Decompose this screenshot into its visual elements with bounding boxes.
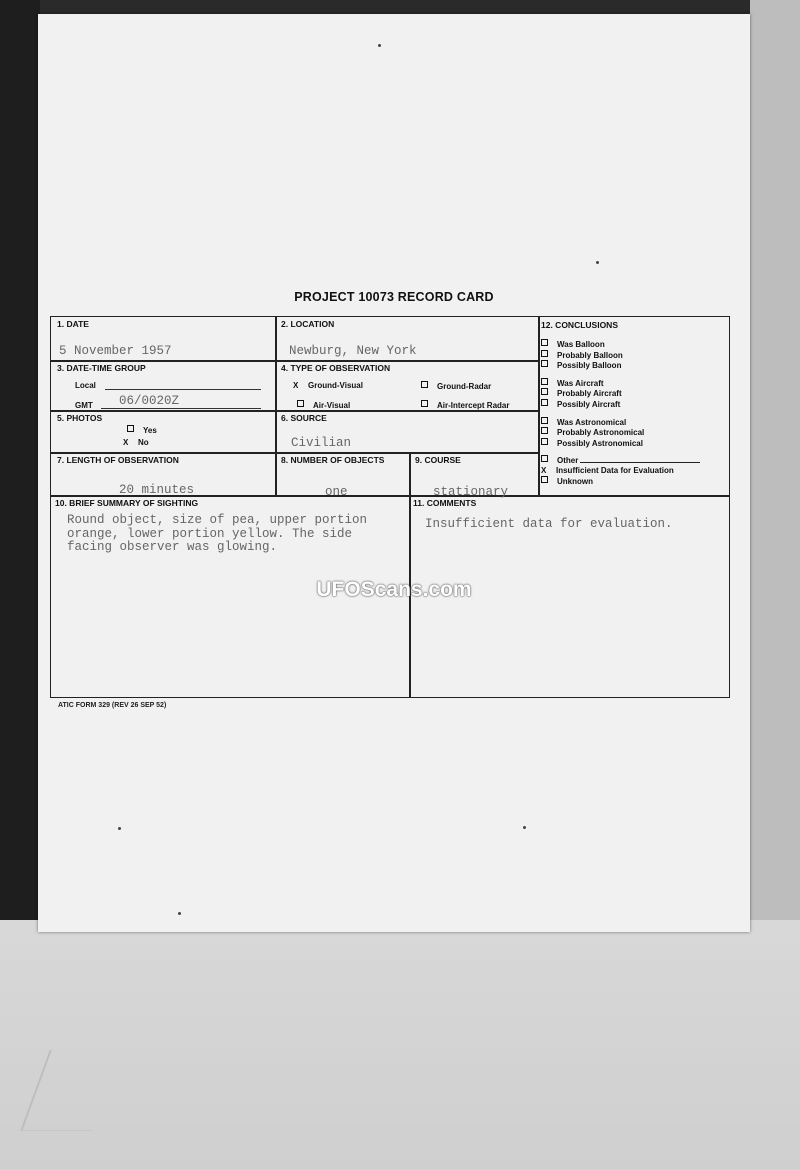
summary-text: Round object, size of pea, upper portion orange, lower portion yellow. The side facing observer was glowing.: [67, 513, 368, 554]
option-photos-no: X No: [123, 438, 149, 447]
record-card: [38, 14, 750, 932]
record-form: [50, 316, 730, 698]
conclusion-item-unknown: Unknown: [541, 476, 729, 487]
checkbox-icon: [541, 417, 548, 424]
conclusion-item: Possibly Balloon: [541, 360, 729, 371]
speck: [178, 912, 181, 915]
number-of-objects-value: one: [325, 485, 348, 499]
course-label: 9. COURSE: [415, 455, 461, 465]
photos-label: 5. PHOTOS: [57, 413, 103, 423]
conclusion-item: Probably Aircraft: [541, 388, 729, 399]
speck: [118, 827, 121, 830]
source-value: Civilian: [291, 436, 352, 450]
conclusion-item: Possibly Astronomical: [541, 438, 729, 449]
checkbox-icon: [541, 476, 548, 483]
conclusion-item: Was Aircraft: [541, 378, 729, 389]
check-mark: X: [293, 381, 299, 390]
check-mark: X: [123, 438, 129, 447]
speck: [523, 826, 526, 829]
length-label: 7. LENGTH OF OBSERVATION: [57, 455, 179, 465]
checkbox-icon: [541, 360, 548, 367]
conclusions-label: 12. CONCLUSIONS: [541, 320, 618, 330]
option-ground-radar: Ground-Radar: [421, 381, 491, 391]
check-mark: X: [541, 465, 547, 475]
course-value: stationary: [433, 485, 509, 499]
gmt-label: GMT: [75, 401, 93, 410]
gmt-value: 06/0020Z: [119, 394, 180, 408]
conclusion-item-other: Other: [541, 455, 729, 466]
checkbox-icon: [541, 378, 548, 385]
location-label: 2. LOCATION: [281, 319, 335, 329]
speck: [596, 261, 599, 264]
conclusion-item: Possibly Aircraft: [541, 399, 729, 410]
checkbox-icon: [127, 425, 134, 432]
form-number: ATIC FORM 329 (REV 26 SEP 52): [58, 702, 167, 709]
checkbox-icon: [421, 381, 428, 388]
photo-background-lower: [0, 920, 800, 1169]
conclusion-item: Probably Balloon: [541, 350, 729, 361]
conclusion-item-insufficient: X Insufficient Data for Evaluation: [541, 465, 674, 475]
checkbox-icon: [541, 388, 548, 395]
comments-text: Insufficient data for evaluation.: [425, 517, 673, 531]
checkbox-icon: [421, 400, 428, 407]
checkbox-icon: [541, 339, 548, 346]
length-value: 20 minutes: [119, 483, 195, 497]
checkbox-icon: [541, 438, 548, 445]
option-air-intercept-radar: Air-Intercept Radar: [421, 400, 509, 410]
location-value: Newburg, New York: [289, 344, 417, 358]
option-photos-yes: Yes: [127, 425, 157, 435]
comments-label: 11. COMMENTS: [413, 498, 477, 508]
date-label: 1. DATE: [57, 319, 89, 329]
conclusion-item: Was Astronomical: [541, 417, 729, 428]
local-time-label: Local: [75, 381, 96, 390]
option-ground-visual: X Ground-Visual: [293, 381, 363, 390]
conclusion-item: Was Balloon: [541, 339, 729, 350]
conclusion-item: Probably Astronomical: [541, 427, 729, 438]
checkbox-icon: [541, 399, 548, 406]
photo-background-left: [0, 0, 40, 920]
checkbox-icon: [297, 400, 304, 407]
conclusions-list: [541, 339, 729, 486]
observation-type-label: 4. TYPE OF OBSERVATION: [281, 363, 391, 373]
date-value: 5 November 1957: [59, 344, 172, 358]
summary-label: 10. BRIEF SUMMARY OF SIGHTING: [55, 498, 199, 508]
source-label: 6. SOURCE: [281, 413, 327, 423]
number-of-objects-label: 8. NUMBER OF OBJECTS: [281, 455, 385, 465]
speck: [378, 44, 381, 47]
watermark: UFOScans.com: [316, 578, 472, 601]
checkbox-icon: [541, 427, 548, 434]
date-time-group-label: 3. DATE-TIME GROUP: [57, 363, 146, 373]
checkbox-icon: [541, 455, 548, 462]
card-title: PROJECT 10073 RECORD CARD: [294, 290, 494, 304]
option-air-visual: Air-Visual: [297, 400, 350, 410]
photo-background-right: [750, 0, 800, 920]
checkbox-icon: [541, 350, 548, 357]
